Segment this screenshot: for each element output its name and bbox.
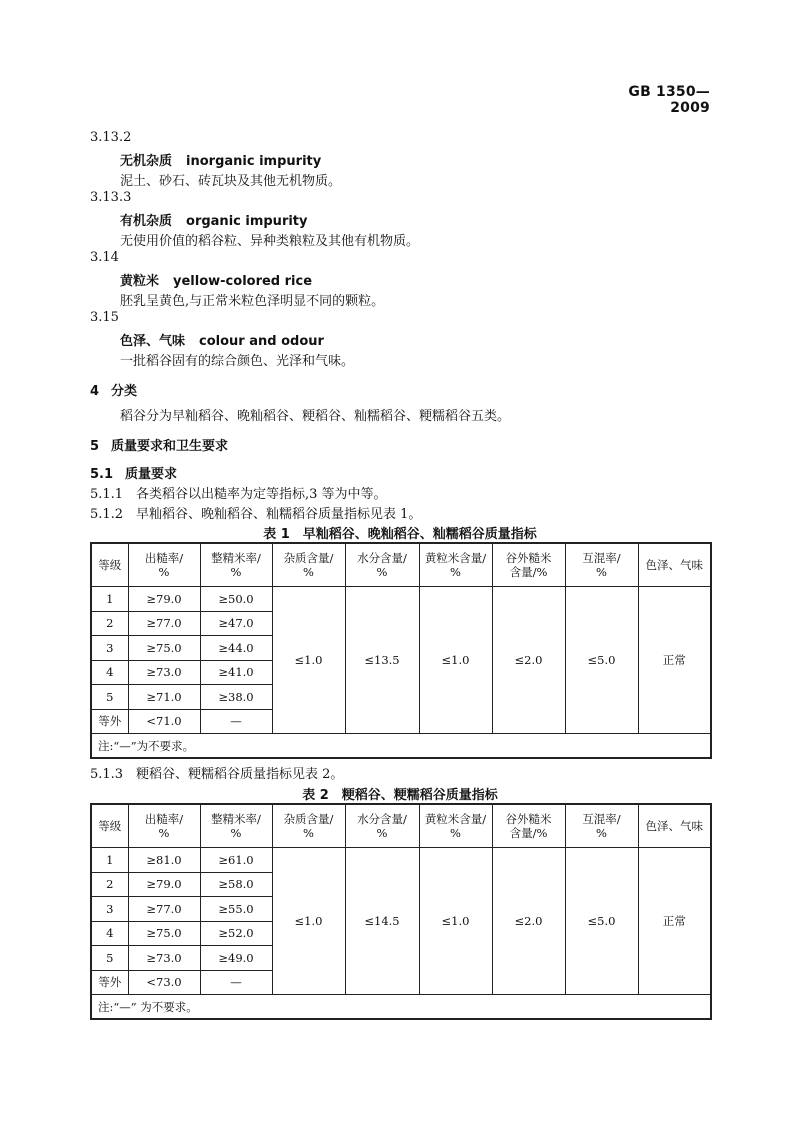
paragraph-text: 粳稻谷、粳糯稻谷质量指标见表 2。 (136, 767, 344, 782)
cell-grade: 4 (91, 921, 128, 946)
cell-mix: ≤5.0 (565, 848, 638, 995)
clause-number: 3.13.2 (90, 130, 132, 145)
cell-husk: ≥77.0 (128, 897, 200, 922)
term-zh: 无机杂质 (120, 154, 173, 169)
cell-head: ≥61.0 (200, 848, 272, 873)
section-title: 质量要求和卫生要求 (111, 439, 229, 454)
term-en: colour and odour (199, 334, 324, 349)
section-heading (90, 380, 137, 399)
paragraph-number: 5.1.1 (90, 487, 124, 502)
col-grade: 等级 (91, 804, 128, 848)
col-husk-rate: 出糙率/ % (128, 543, 200, 587)
cell-grade: 等外 (91, 709, 128, 734)
cell-head: ≥55.0 (200, 897, 272, 922)
section-number: 5 (90, 439, 100, 454)
term-heading (120, 150, 321, 169)
cell-head: ≥49.0 (200, 946, 272, 971)
table-header-row (91, 543, 711, 587)
cell-impurity: ≤1.0 (272, 587, 345, 734)
clause-number: 3.14 (90, 250, 119, 265)
cell-husk: ≥79.0 (128, 872, 200, 897)
cell-head: — (200, 709, 272, 734)
cell-husk: ≥79.0 (128, 587, 200, 612)
term-definition: 泥土、砂石、砖瓦块及其他无机物质。 (120, 174, 342, 189)
cell-grade: 等外 (91, 970, 128, 995)
paragraph-text: 各类稻谷以出糙率为定等指标,3 等为中等。 (136, 487, 387, 502)
table-row (91, 587, 711, 612)
cell-head: ≥58.0 (200, 872, 272, 897)
cell-grade: 3 (91, 897, 128, 922)
paragraph-number: 5.1.2 (90, 507, 124, 522)
cell-husk: ≥81.0 (128, 848, 200, 873)
term-definition: 无使用价值的稻谷粒、异种类粮粒及其他有机物质。 (120, 234, 420, 249)
cell-husk: <71.0 (128, 709, 200, 734)
cell-color: 正常 (638, 587, 711, 734)
col-husk-rate: 出糙率/ % (128, 804, 200, 848)
cell-husk: ≥77.0 (128, 611, 200, 636)
cell-outer: ≤2.0 (492, 587, 565, 734)
cell-head: ≥50.0 (200, 587, 272, 612)
term-zh: 有机杂质 (120, 214, 173, 229)
cell-head: ≥44.0 (200, 636, 272, 661)
cell-husk: <73.0 (128, 970, 200, 995)
cell-yellow: ≤1.0 (419, 587, 492, 734)
cell-husk: ≥71.0 (128, 685, 200, 710)
cell-grade: 5 (91, 685, 128, 710)
cell-color: 正常 (638, 848, 711, 995)
table-note-row (91, 995, 711, 1020)
term-definition: 一批稻谷固有的综合颜色、光泽和气味。 (120, 354, 355, 369)
col-mix-rate: 互混率/ % (565, 543, 638, 587)
cell-husk: ≥75.0 (128, 636, 200, 661)
cell-grade: 1 (91, 587, 128, 612)
col-moisture: 水分含量/ % (345, 543, 419, 587)
paragraph-number: 5.1.3 (90, 767, 124, 782)
cell-head: ≥47.0 (200, 611, 272, 636)
col-outer-brown-rice: 谷外糙米 含量/% (492, 804, 565, 848)
col-moisture: 水分含量/ % (345, 804, 419, 848)
col-head-rice-rate: 整精米率/ % (200, 804, 272, 848)
section-title: 分类 (111, 384, 138, 399)
cell-husk: ≥73.0 (128, 946, 200, 971)
section-text: 稻谷分为早籼稻谷、晚籼稻谷、粳稻谷、籼糯稻谷、粳糯稻谷五类。 (120, 409, 511, 424)
document-code: GB 1350—2009 (628, 84, 710, 116)
term-en: inorganic impurity (186, 154, 322, 169)
cell-husk: ≥75.0 (128, 921, 200, 946)
table-caption: 表 1 早籼稻谷、晚籼稻谷、籼糯稻谷质量指标 (263, 527, 537, 542)
term-definition: 胚乳呈黄色,与正常米粒色泽明显不同的颗粒。 (120, 294, 385, 309)
cell-moisture: ≤14.5 (345, 848, 419, 995)
col-mix-rate: 互混率/ % (565, 804, 638, 848)
term-en: yellow-colored rice (173, 274, 313, 289)
cell-head: ≥38.0 (200, 685, 272, 710)
col-color-odour: 色泽、气味 (638, 543, 711, 587)
cell-yellow: ≤1.0 (419, 848, 492, 995)
cell-husk: ≥73.0 (128, 660, 200, 685)
cell-grade: 1 (91, 848, 128, 873)
cell-grade: 3 (91, 636, 128, 661)
col-impurity: 杂质含量/ % (272, 804, 345, 848)
table-header-row (91, 804, 711, 848)
section-number: 4 (90, 384, 100, 399)
table-note-row (91, 734, 711, 759)
paragraph (90, 503, 421, 522)
clause-number: 3.13.3 (90, 190, 132, 205)
table-note: 注:“—”为不要求。 (91, 734, 711, 759)
cell-head: — (200, 970, 272, 995)
cell-mix: ≤5.0 (565, 587, 638, 734)
quality-table-2 (90, 803, 712, 1020)
term-zh: 黄粒米 (120, 274, 160, 289)
cell-outer: ≤2.0 (492, 848, 565, 995)
cell-grade: 5 (91, 946, 128, 971)
cell-grade: 4 (91, 660, 128, 685)
col-head-rice-rate: 整精米率/ % (200, 543, 272, 587)
col-yellow-rice: 黄粒米含量/ % (419, 543, 492, 587)
quality-table-1 (90, 542, 712, 759)
cell-impurity: ≤1.0 (272, 848, 345, 995)
term-en: organic impurity (186, 214, 308, 229)
term-heading (120, 210, 308, 229)
col-yellow-rice: 黄粒米含量/ % (419, 804, 492, 848)
paragraph-text: 早籼稻谷、晚籼稻谷、籼糯稻谷质量指标见表 1。 (136, 507, 422, 522)
cell-moisture: ≤13.5 (345, 587, 419, 734)
cell-grade: 2 (91, 611, 128, 636)
table-caption: 表 2 粳稻谷、粳糯稻谷质量指标 (302, 788, 498, 803)
col-color-odour: 色泽、气味 (638, 804, 711, 848)
cell-head: ≥52.0 (200, 921, 272, 946)
term-heading (120, 270, 312, 289)
paragraph (90, 763, 343, 782)
subsection-heading (90, 463, 177, 482)
cell-head: ≥41.0 (200, 660, 272, 685)
paragraph (90, 483, 387, 502)
col-outer-brown-rice: 谷外糙米 含量/% (492, 543, 565, 587)
section-number: 5.1 (90, 467, 114, 482)
cell-grade: 2 (91, 872, 128, 897)
table-row (91, 848, 711, 873)
table-note: 注:“—” 为不要求。 (91, 995, 711, 1020)
section-heading (90, 435, 228, 454)
col-grade: 等级 (91, 543, 128, 587)
col-impurity: 杂质含量/ % (272, 543, 345, 587)
clause-number: 3.15 (90, 310, 119, 325)
section-title: 质量要求 (125, 467, 178, 482)
term-zh: 色泽、气味 (120, 334, 186, 349)
term-heading (120, 330, 324, 349)
